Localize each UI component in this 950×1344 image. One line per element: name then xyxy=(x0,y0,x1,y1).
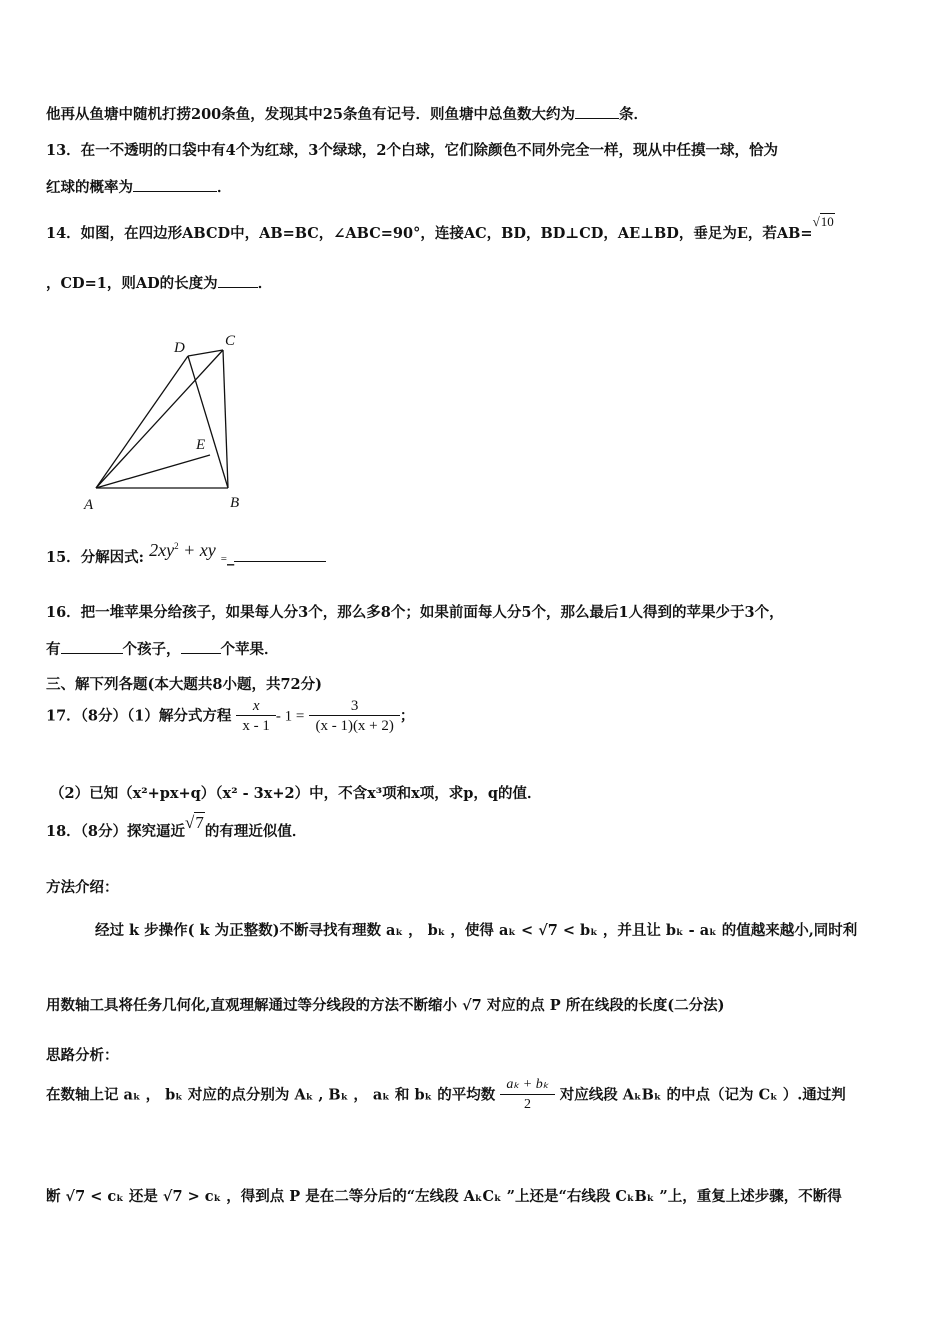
q14-line1: 14．如图，在四边形ABCD中，AB=BC，∠ABC=90°，连接AC，BD，BD⊥CD，AE⊥BD，垂足为E，若AB=√10 xyxy=(46,214,834,242)
q16-line2: 有 个孩子， 个苹果． xyxy=(46,641,279,658)
label-a: A xyxy=(84,497,94,513)
fraction-x-over-x-minus-1: $\frac{x}{x - 1}$ xyxy=(236,697,276,736)
q14-line2: ，CD=1，则AD的长度为 ． xyxy=(46,275,273,292)
q15: 15．分解因式: $2xy^2$ + xy =_ xyxy=(46,546,326,567)
fraction-midpoint: $\frac{\text{aₖ + bₖ}}{2}$ xyxy=(500,1076,554,1115)
segment-bd xyxy=(188,356,228,488)
analysis-line2: 断 √7 < cₖ 还是 √7 > cₖ ，得到点 P 是在二等分后的“左线段 AₖCₖ ”上还是“右线段 CₖBₖ ”上，重复上述步骤，不断得 xyxy=(46,1188,842,1205)
q16-line1: 16．把一堆苹果分给孩子，如果每人分3个，那么多8个；如果前面每人分5个，那么最后1人得到的苹果少于3个， xyxy=(46,604,784,621)
answer-blank xyxy=(181,640,221,654)
q13-line1: 13．在一不透明的口袋中有4个为红球，3个绿球，2个白球，它们除颜色不同外完全一样，现从中任摸一球，恰为 xyxy=(46,142,778,159)
fraction-3-over-product: $\frac{3}{(x - 1)(x + 2)}$ xyxy=(309,697,399,736)
sqrt-10: √10 xyxy=(812,214,834,229)
segment-ac xyxy=(96,350,223,488)
q12-tail: 他再从鱼塘中随机打捞200条鱼，发现其中25条鱼有记号．则鱼塘中总鱼数大约为 条． xyxy=(46,106,648,123)
answer-blank xyxy=(234,548,326,562)
segment-bc xyxy=(223,350,228,488)
label-c: C xyxy=(225,333,236,349)
q17-part1: 17．（8分）（1）解分式方程 $\frac{x}{x - 1}$ - 1 = $\frac{3}{(x - 1)(x + 2)}$ ； xyxy=(46,698,415,734)
quadrilateral-figure xyxy=(78,328,248,518)
label-b: B xyxy=(230,495,240,511)
method-line1: 经过 k 步操作( k 为正整数)不断寻找有理数 aₖ ， bₖ ，使得 aₖ < √7 < bₖ ，并且让 bₖ - aₖ 的值越来越小,同时利 xyxy=(95,922,858,939)
label-e: E xyxy=(196,437,206,453)
analysis-title: 思路分析： xyxy=(46,1047,119,1064)
segment-ae xyxy=(96,455,210,488)
method-title: 方法介绍： xyxy=(46,879,119,896)
label-d: D xyxy=(174,340,185,356)
method-line2: 用数轴工具将任务几何化,直观理解通过等分线段的方法不断缩小 √7 对应的点 P 所在线段的长度(二分法) xyxy=(46,997,725,1014)
answer-blank xyxy=(61,640,123,654)
answer-blank xyxy=(575,105,619,119)
answer-blank xyxy=(133,178,217,192)
answer-blank xyxy=(218,274,258,288)
section-3-title: 三、解下列各题(本大题共8小题，共72分) xyxy=(46,676,322,693)
sqrt-7: √7 xyxy=(185,813,204,832)
q13-line2: 红球的概率为 ． xyxy=(46,179,232,196)
q18: 18．（8分）探究逼近√7的有理近似值． xyxy=(46,813,307,840)
analysis-line1: 在数轴上记 aₖ ， bₖ 对应的点分别为 Aₖ , Bₖ ， aₖ 和 bₖ 的平均数 $\frac{\text{aₖ + bₖ}}{2}$ 对应线段 AₖBₖ 的中点（记为 Cₖ ）.通过判 xyxy=(46,1076,846,1115)
segment-da xyxy=(96,356,188,488)
q17-part2: （2）已知（x²+px+q）（x² - 3x+2）中，不含x³项和x项，求p，q的值． xyxy=(50,785,542,802)
